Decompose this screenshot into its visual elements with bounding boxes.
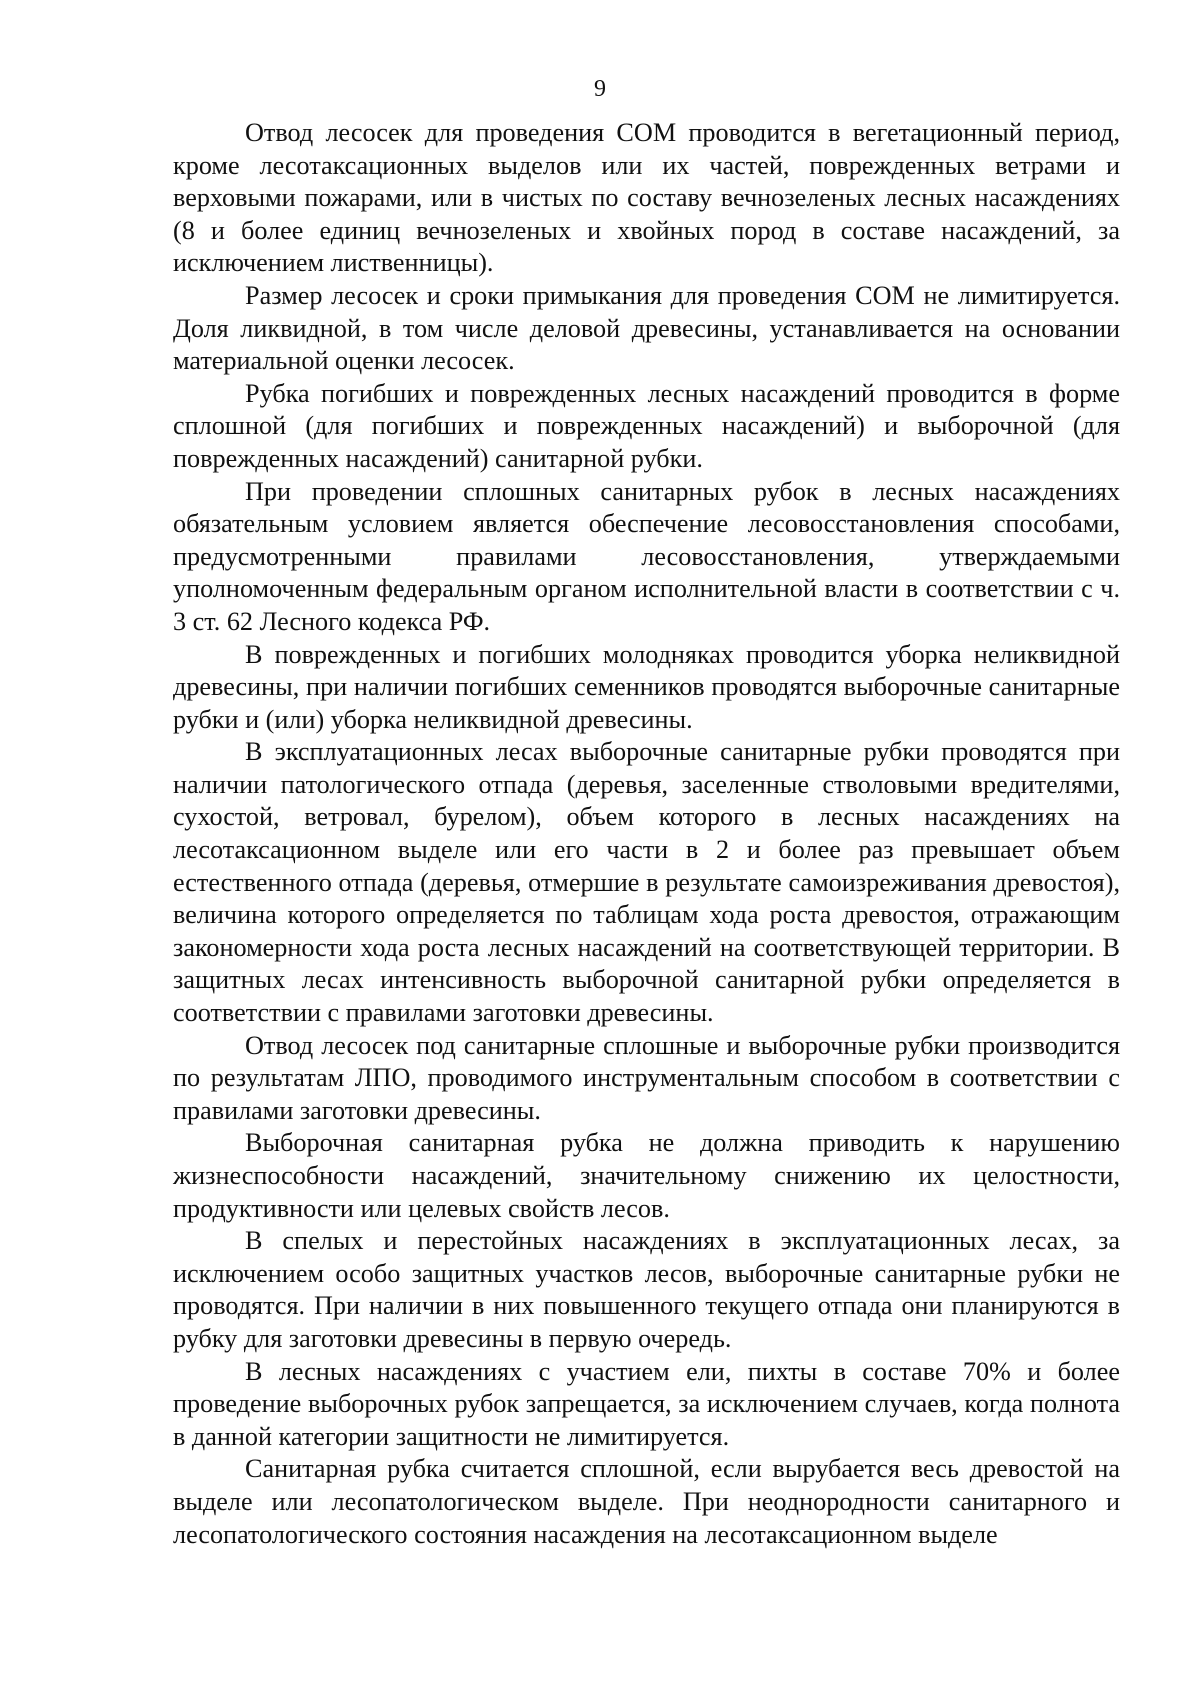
paragraph: В поврежденных и погибших молодняках проводится уборка неликвидной древесины, при наличии погибших семенников проводятся выборочные санитарные рубки и (или) уборка неликвидной древесины. — [173, 639, 1120, 734]
paragraph: Отвод лесосек для проведения СОМ проводится в вегетационный период, кроме лесотаксационных выделов или их частей, поврежденных ветрами и верховыми пожарами, или в чистых по составу вечнозеленых лесных насаждениях (8 и более единиц вечнозеленых и хвойных пород в составе насаждений, за исключением лиственницы). — [173, 118, 1120, 278]
paragraph: В лесных насаждениях с участием ели, пихты в составе 70% и более проведение выборочных рубок запрещается, за исключением случаев, когда полнота в данной категории защитности не лимитируется. — [173, 1356, 1120, 1451]
paragraph: Выборочная санитарная рубка не должна приводить к нарушению жизнеспособности насаждений, значительному снижению их целостности, продуктивности или целевых свойств лесов. — [173, 1128, 1120, 1223]
page-number: 9 — [594, 76, 606, 102]
paragraph: Отвод лесосек под санитарные сплошные и выборочные рубки производится по результатам ЛПО, проводимого инструментальным способом в соответствии с правилами заготовки древесины. — [173, 1030, 1120, 1125]
paragraph: В спелых и перестойных насаждениях в эксплуатационных лесах, за исключением особо защитных участков лесов, выборочные санитарные рубки не проводятся. При наличии в них повышенного текущего отпада они планируются в рубку для заготовки древесины в первую очередь. — [173, 1226, 1120, 1353]
paragraph: Размер лесосек и сроки примыкания для проведения СОМ не лимитируется. Доля ликвидной, в том числе деловой древесины, устанавливается на основании материальной оценки лесосек. — [173, 280, 1120, 376]
document-body — [173, 117, 1120, 1551]
paragraph: При проведении сплошных санитарных рубок в лесных насаждениях обязательным условием является обеспечение лесовосстановления способами, предусмотренными правилами лесовосстановления, утверждаемыми уполномоченным федеральным органом исполнительной власти в соответствии с ч. 3 ст. 62 Лесного кодекса РФ. — [173, 476, 1120, 636]
paragraph: Рубка погибших и поврежденных лесных насаждений проводится в форме сплошной (для погибших и поврежденных насаждений) и выборочной (для поврежденных насаждений) санитарной рубки. — [173, 378, 1120, 473]
paragraph: Санитарная рубка считается сплошной, если вырубается весь древостой на выделе или лесопатологическом выделе. При неоднородности санитарного и лесопатологического состояния насаждения на лесотаксационном выделе — [173, 1454, 1120, 1549]
paragraph: В эксплуатационных лесах выборочные санитарные рубки проводятся при наличии патологического отпада (деревья, заселенные стволовыми вредителями, сухостой, ветровал, бурелом), объем которого в лесных насаждениях на лесотаксационном выделе или его части в 2 и более раз превышает объем естественного отпада (деревья, отмершие в результате самоизреживания древостоя), величина которого определяется по таблицам хода роста древостоя, отражающим закономерности хода роста лесных насаждений на соответствующей территории. В защитных лесах интенсивность выборочной санитарной рубки определяется в соответствии с правилами заготовки древесины. — [173, 737, 1120, 1028]
